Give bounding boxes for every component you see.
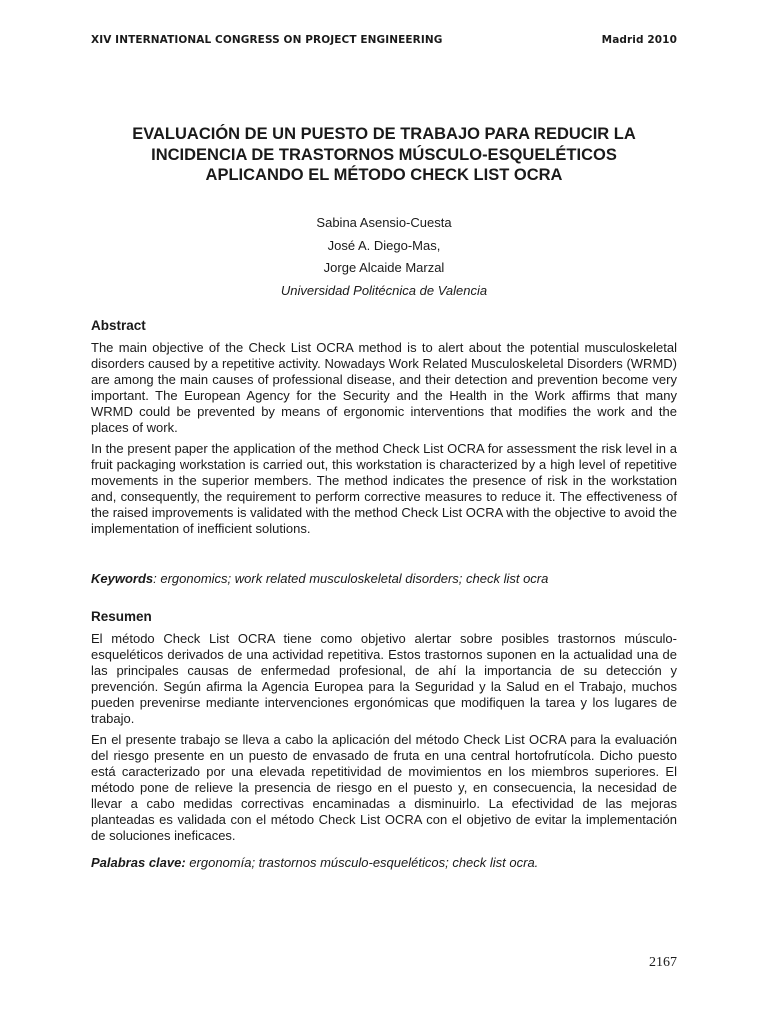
abstract-heading: Abstract <box>91 318 146 333</box>
keywords-label: Keywords <box>91 571 154 586</box>
header-location-year: Madrid 2010 <box>601 34 677 46</box>
running-header <box>91 34 677 46</box>
page-number: 2167 <box>649 955 677 970</box>
keywords-line <box>91 571 677 587</box>
author-3: Jorge Alcaide Marzal <box>323 260 445 275</box>
title-line-2: INCIDENCIA DE TRASTORNOS MÚSCULO-ESQUELÉTICOS <box>151 145 617 164</box>
author-1: Sabina Asensio-Cuesta <box>316 215 452 230</box>
paper-title <box>80 124 688 186</box>
resumen-section <box>91 609 677 849</box>
author-block <box>91 212 677 302</box>
affiliation: Universidad Politécnica de Valencia <box>280 282 488 298</box>
abstract-paragraph-2: In the present paper the application of the method Check List OCRA for assessment the risk level in a fruit packaging workstation is carried out, this workstation is characterized by a high level of repetitive movements in the superior members. The method indicates the presence of risk in the workstation and, consequently, the requirement to perform corrective measures to reduce it. The effectiveness of the raised improvements is validated with the method Check List OCRA with the objective to avoid the implementation of inefficient solutions. <box>91 441 677 536</box>
header-conference: XIV INTERNATIONAL CONGRESS ON PROJECT ENGINEERING <box>91 34 443 46</box>
author-2: José A. Diego-Mas, <box>327 237 441 253</box>
resumen-paragraph-2: En el presente trabajo se lleva a cabo la aplicación del método Check List OCRA para la evaluación del riesgo presente en un puesto de envasado de fruta en una central hortofrutícola. Dicho puesto está caracterizado por una elevada repetitividad de movimientos en los miembros superiores. El método pone de relieve la presencia de riesgo en el puesto y, en consecuencia, la necesidad de llevar a cabo medidas correctivas encaminadas a disminuirlo. La efectividad de las mejoras planteadas es validada con el método Check List OCRA con el objetivo de evitar la implementación de soluciones ineficaces. <box>91 732 677 843</box>
palabras-clave-text: ergonomía; trastornos músculo-esqueléticos; check list ocra. <box>185 855 539 870</box>
resumen-heading: Resumen <box>91 609 152 624</box>
abstract-section <box>91 318 677 542</box>
title-line-3: APLICANDO EL MÉTODO CHECK LIST OCRA <box>205 166 563 184</box>
palabras-clave-label: Palabras clave: <box>91 855 186 870</box>
title-line-1: EVALUACIÓN DE UN PUESTO DE TRABAJO PARA REDUCIR LA <box>132 125 636 143</box>
palabras-clave-line <box>91 855 677 871</box>
keywords-text: : ergonomics; work related musculoskeletal disorders; check list ocra <box>153 571 549 586</box>
abstract-paragraph-1: The main objective of the Check List OCRA method is to alert about the potential musculoskeletal disorders caused by a repetitive activity. Nowadays Work Related Musculoskeletal Disorders (WRMD) are among the main causes of professional disease, and their detection and prevention become very important. The European Agency for the Security and the Health in the Work affirms that many WRMD could be prevented by means of ergonomic interventions that modifies the work and the places of work. <box>91 340 677 435</box>
resumen-paragraph-1: El método Check List OCRA tiene como objetivo alertar sobre posibles trastornos músculo-esqueléticos derivados de una actividad repetitiva. Estos trastornos suponen en la actualidad una de las principales causas de enfermedad profesional, de ahí la importancia de su detección y prevención. Según afirma la Agencia Europea para la Seguridad y la Salud en el Trabajo, muchos pueden prevenirse mediante intervenciones ergonómicas que modifiquen la tarea y los lugares de trabajo. <box>91 631 677 726</box>
